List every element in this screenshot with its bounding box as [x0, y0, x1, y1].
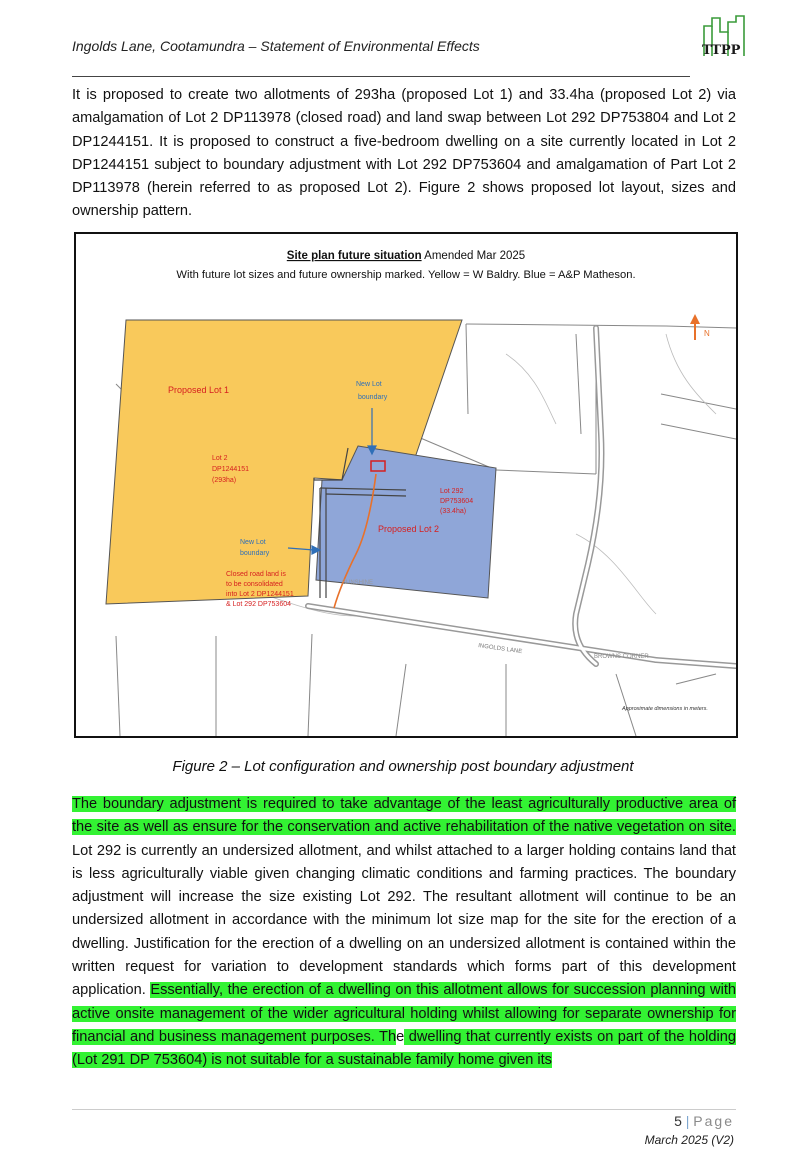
closed-road-label-2: to be consolidated [226, 581, 283, 588]
svg-text:TTPP: TTPP [702, 43, 741, 58]
north-label: N [704, 329, 710, 338]
header-divider [72, 76, 690, 77]
footer-divider [72, 1109, 736, 1110]
closed-road-label-4: & Lot 292 DP753604 [226, 601, 291, 608]
document-header-title: Ingolds Lane, Cootamundra – Statement of Environmental Effects [72, 38, 480, 54]
plain-text-1: Lot 292 is currently an undersized allotment, and whilst attached to a larger holding contains land that is less agriculturally viable given changing climatic conditions and farming practices. The boundary adjustment will increase the size existing Lot 292. The resultant allotment will continue to be an undersized allotment in accordance with the minimum lot size map for the site for the erection of a dwelling. Justification for the erection of a dwelling on an undersized allotment is contained within the written request for variation to development standards which forms part of this development application. [72, 842, 736, 999]
intro-paragraph: It is proposed to create two allotments of 293ha (proposed Lot 1) and 33.4ha (proposed Lot 2) via amalgamation of Lot 2 DP113978 (closed road) and land swap between Lot 292 DP753804 and Lot 2 DP1244151. It is proposed to construct a five-bedroom dwelling on a site currently located in Lot 2 DP1244151 subject to boundary adjustment with Lot 292 DP753604 and amalgamation of Part Lot 2 DP113978 (herein referred to as proposed Lot 2). Figure 2 shows proposed lot layout, sizes and ownership pattern. [72, 87, 736, 220]
figure-subheading: With future lot sizes and future ownership marked. Yellow = W Baldry. Blue = A&P Matheson. [176, 269, 636, 281]
ttpp-logo [698, 12, 754, 58]
figure-caption: Figure 2 – Lot configuration and ownership post boundary adjustment [172, 758, 634, 775]
ingolds-lane-label: INGOLDS LANE [477, 643, 523, 656]
body-paragraph [72, 793, 736, 1073]
revision-date: March 2025 (V2) [644, 1133, 734, 1147]
page-word: Page [693, 1113, 734, 1129]
new-lot-boundary-left-label-2: boundary [240, 550, 270, 557]
new-lot-boundary-left-label-1: New Lot [240, 539, 266, 546]
page-number-value: 5 [674, 1113, 682, 1129]
page-number [674, 1113, 734, 1129]
browns-corner-label: BROWNS CORNER [594, 654, 649, 660]
lot2-label-line1: Lot 2 [212, 455, 228, 462]
lot292-label-line1: Lot 292 [440, 488, 464, 495]
plain-text-2: e [396, 1028, 405, 1045]
proposed-lot-2-label: Proposed Lot 2 [378, 524, 440, 534]
site-plan-map [76, 234, 736, 736]
highlight-1: The boundary adjustment is required to take advantage of the least agriculturally productive area of the site as well as ensure for the conservation and active rehabilitation of the native vegetation on site. [72, 796, 736, 836]
lot292-label-line2: DP753604 [440, 498, 474, 505]
sunshine-label: SUNSHINE [342, 580, 374, 586]
lot292-label-line3: (33.4ha) [440, 508, 467, 515]
closed-road-label-1: Closed road land is [226, 571, 286, 578]
lot2-label-line3: (293ha) [212, 477, 237, 484]
lot2-label-line2: DP1244151 [212, 466, 249, 473]
new-lot-boundary-top-label-2: boundary [358, 394, 388, 401]
proposed-lot-1-label: Proposed Lot 1 [168, 385, 230, 395]
figure-heading: Site plan future situation Amended Mar 2025 [286, 250, 526, 262]
site-plan-figure [74, 232, 738, 738]
highlight-2: Essentially, the erection of a dwelling on this allotment allows for succession planning with active onsite management of the wider agricultural holding whilst allowing for separate ownership for financial and business management purposes. Th [72, 982, 736, 1045]
new-lot-boundary-top-label-1: New Lot [356, 381, 382, 388]
highlight-3: dwelling that currently exists on part of the holding (Lot 291 DP 753604) is not suitable for a sustainable family home given its [72, 1028, 737, 1069]
closed-road-label-3: into Lot 2 DP1244151 [226, 591, 294, 598]
dimensions-note: Approximate dimensions in meters. [622, 706, 708, 712]
page-separator: | [685, 1113, 690, 1129]
